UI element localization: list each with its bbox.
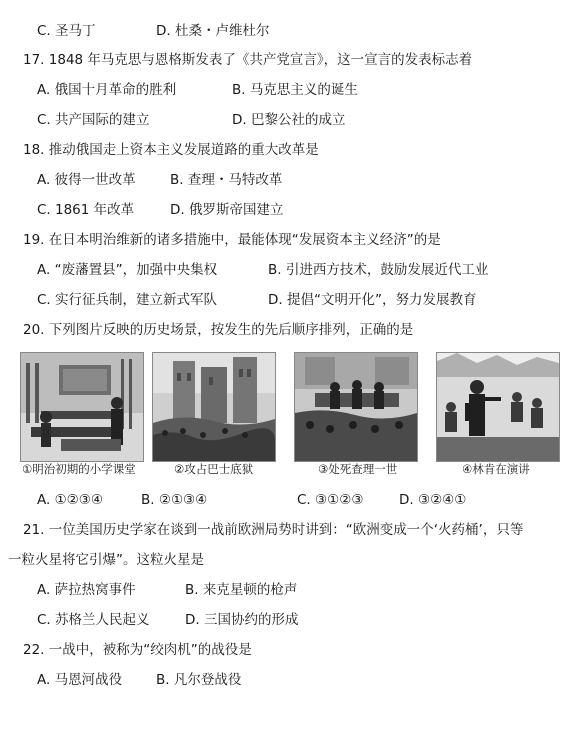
q16-option-c: C. 圣马丁	[37, 23, 96, 39]
q22-option-b: B. 凡尔登战役	[156, 672, 242, 688]
q17-stem: 17. 1848 年马克思与恩格斯发表了《共产党宣言》，这一宣言的发表标志着	[23, 52, 473, 68]
q20-image-lincoln-speech	[436, 352, 560, 462]
classroom-illustration	[21, 353, 143, 461]
q20-caption-1: ①明治初期的小学课堂	[22, 462, 136, 476]
q16-option-d: D. 杜桑・卢维杜尔	[156, 23, 270, 39]
q17-option-b: B. 马克思主义的诞生	[232, 82, 358, 98]
q17-option-d: D. 巴黎公社的成立	[232, 112, 346, 128]
q21-stem-line-2: 一粒火星将它引爆”。这粒火星是	[8, 552, 204, 568]
q18-option-d: D. 俄罗斯帝国建立	[170, 202, 284, 218]
q18-option-b: B. 查理・马特改革	[170, 172, 283, 188]
q19-stem: 19. 在日本明治维新的诸多措施中，最能体现“发展资本主义经济”的是	[23, 232, 441, 248]
q21-option-a: A. 萨拉热窝事件	[37, 582, 136, 598]
q20-stem: 20. 下列图片反映的历史场景，按发生的先后顺序排列，正确的是	[23, 322, 414, 338]
bastille-illustration	[153, 353, 275, 461]
q20-caption-2: ②攻占巴士底狱	[174, 462, 254, 476]
q20-option-b: B. ②①③④	[141, 492, 208, 508]
q18-option-c: C. 1861 年改革	[37, 202, 135, 218]
q21-option-d: D. 三国协约的形成	[185, 612, 299, 628]
lincoln-illustration	[437, 353, 559, 461]
q20-option-d: D. ③②④①	[399, 492, 467, 508]
q20-option-a: A. ①②③④	[37, 492, 103, 508]
q19-option-c: C. 实行征兵制，建立新式军队	[37, 292, 218, 308]
q21-option-b: B. 来克星顿的枪声	[185, 582, 298, 598]
q22-option-a: A. 马恩河战役	[37, 672, 123, 688]
execution-illustration	[295, 353, 417, 461]
q17-option-a: A. 俄国十月革命的胜利	[37, 82, 177, 98]
q19-option-a: A. “废藩置县”，加强中央集权	[37, 262, 218, 278]
q18-option-a: A. 彼得一世改革	[37, 172, 136, 188]
q17-option-c: C. 共产国际的建立	[37, 112, 150, 128]
q20-image-bastille	[152, 352, 276, 462]
q20-image-classroom	[20, 352, 144, 462]
q19-option-d: D. 提倡“文明开化”，努力发展教育	[268, 292, 477, 308]
q21-stem-line-1: 21. 一位美国历史学家在谈到一战前欧洲局势时讲到：“欧洲变成一个‘火药桶’，只等	[23, 522, 524, 538]
q18-stem: 18. 推动俄国走上资本主义发展道路的重大改革是	[23, 142, 319, 158]
q22-stem: 22. 一战中，被称为“绞肉机”的战役是	[23, 642, 252, 658]
q20-image-charles-execution	[294, 352, 418, 462]
q20-caption-4: ④林肯在演讲	[462, 462, 530, 476]
q20-caption-3: ③处死查理一世	[318, 462, 398, 476]
q21-option-c: C. 苏格兰人民起义	[37, 612, 150, 628]
q19-option-b: B. 引进西方技术，鼓励发展近代工业	[268, 262, 489, 278]
q20-option-c: C. ③①②③	[297, 492, 364, 508]
